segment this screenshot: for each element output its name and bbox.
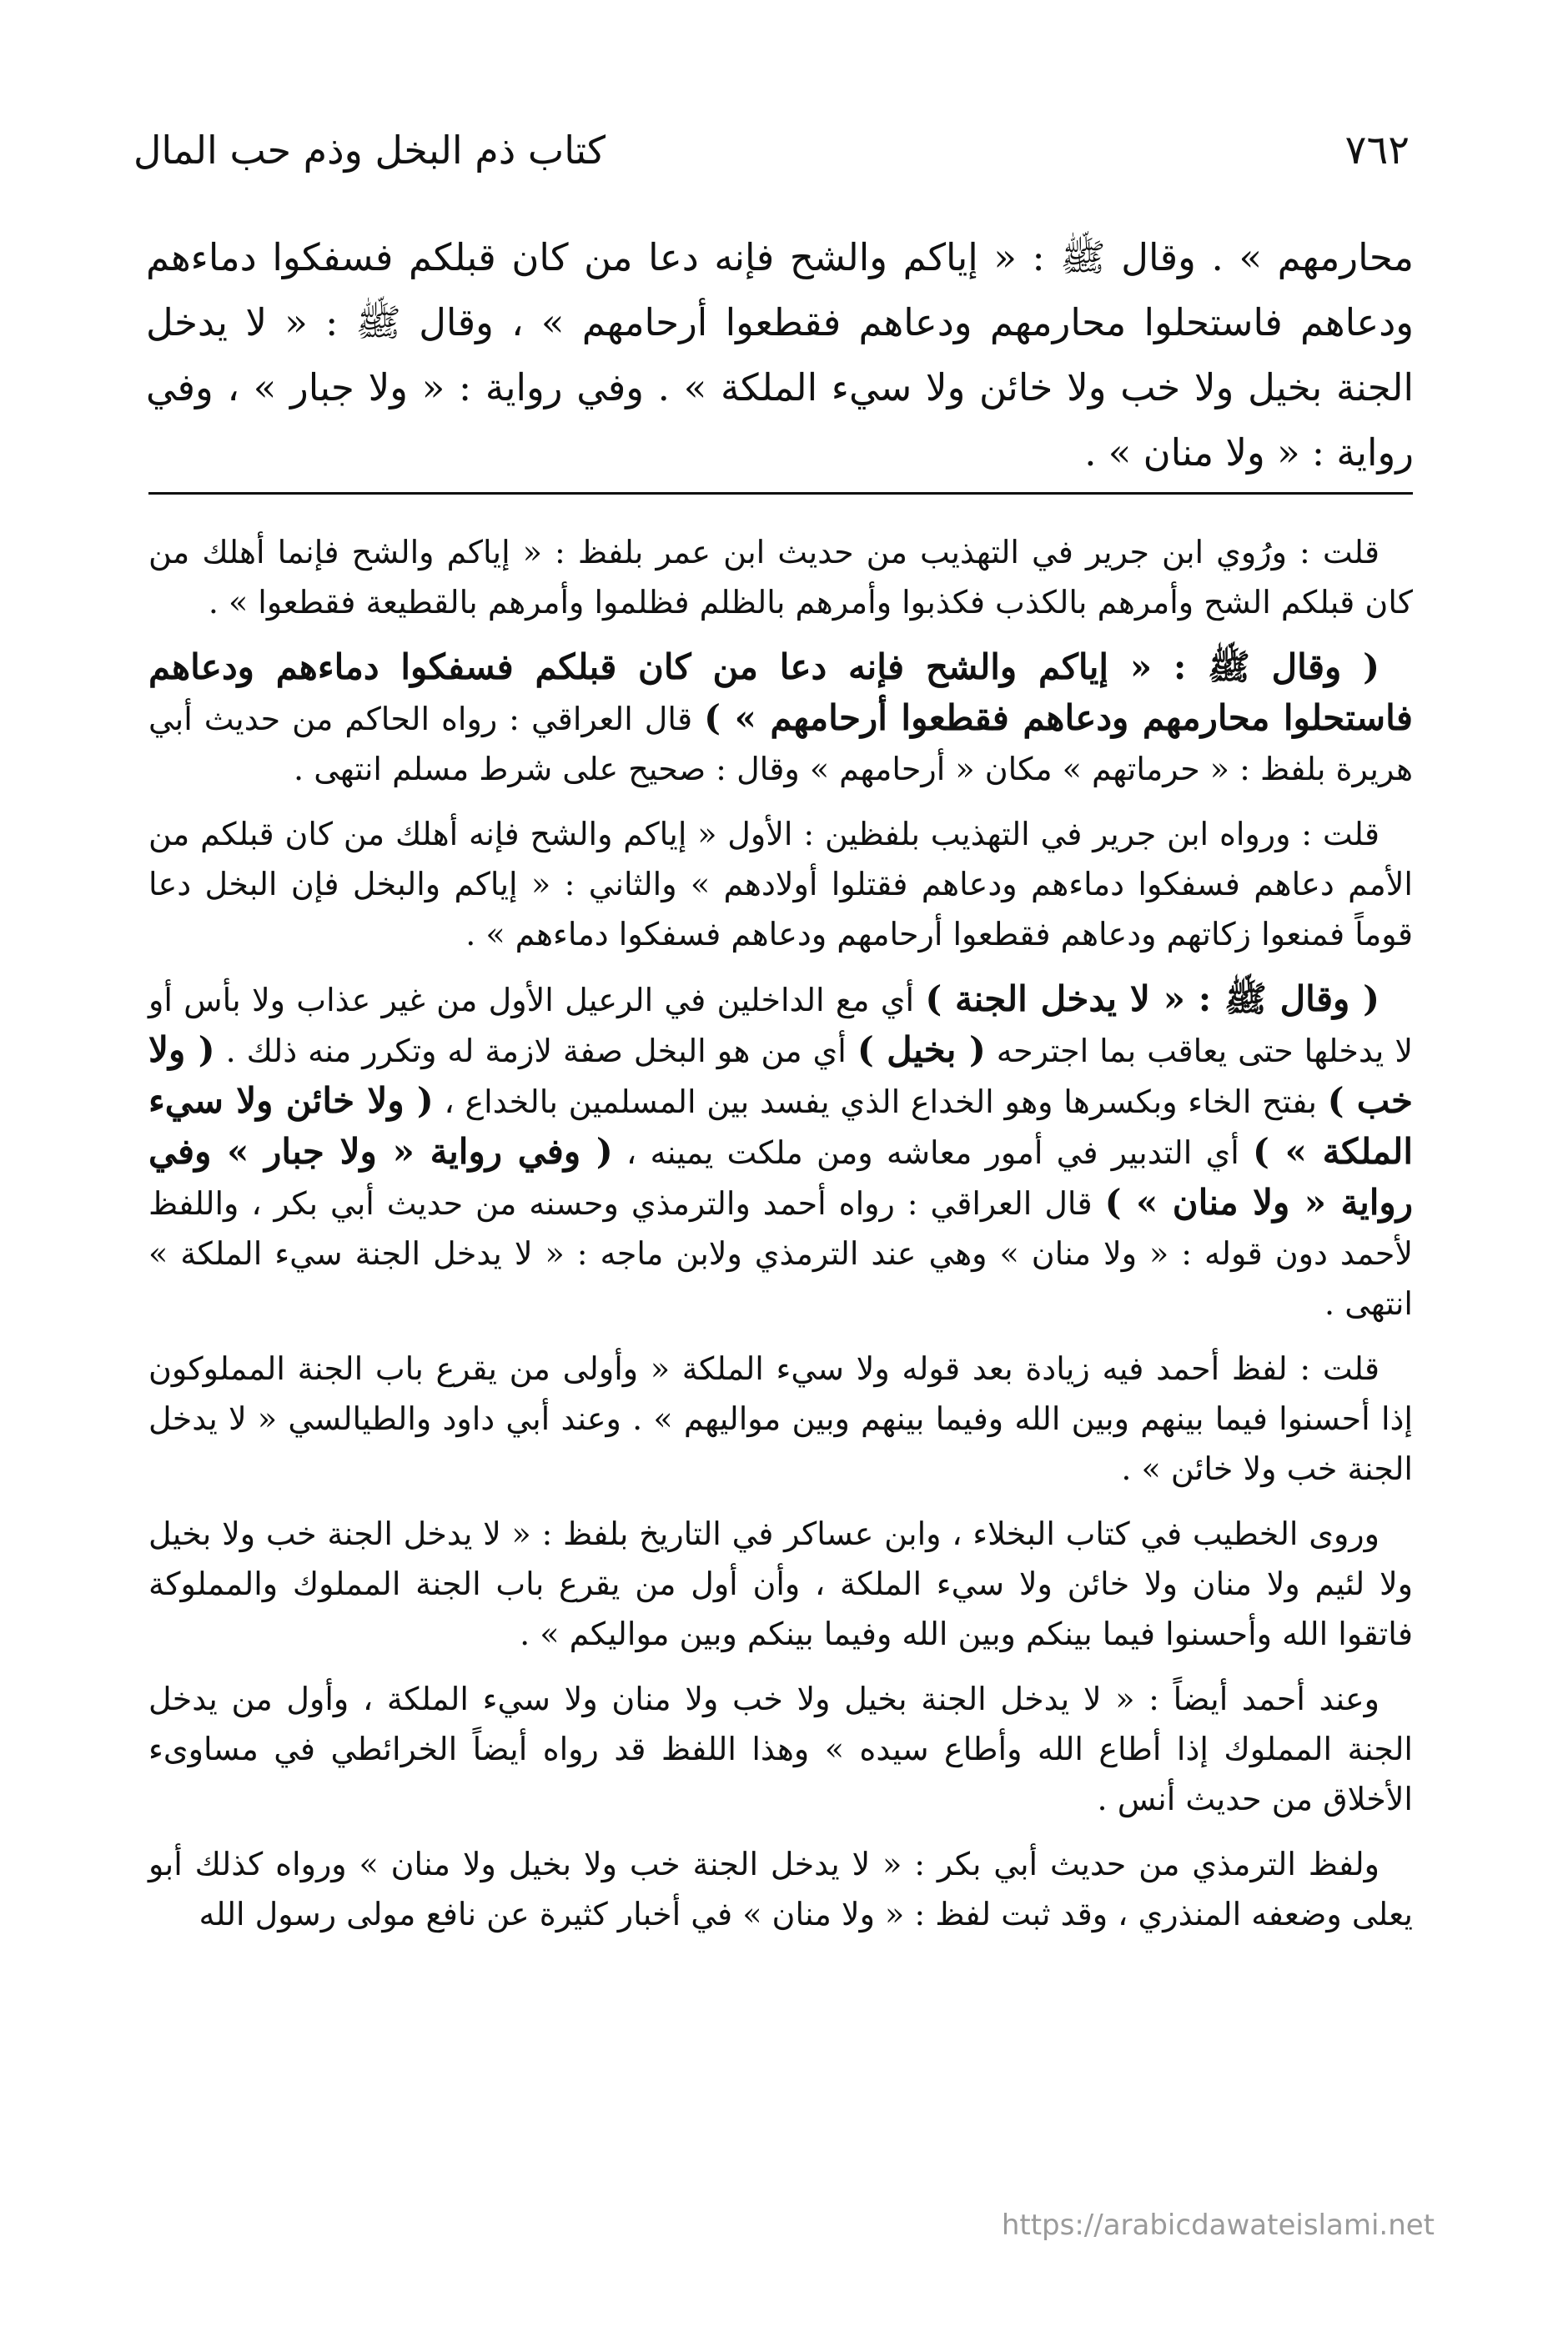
commentary-paragraph-5: قلت : لفظ أحمد فيه زيادة بعد قوله ولا سيء الملكة « وأولى من يقرع باب الجنة المملوكون إذا أحسنوا فيما بينهم وبين الله وفيما بينهم وبين مواليهم » . وعند أبي داود والطيالسي « لا يدخل الجنة خب ولا خائن » . bbox=[148, 1350, 1413, 1487]
commentary-paragraph-4 bbox=[148, 974, 1413, 1329]
quoted-hadith: ( وقال ﷺ : « إياكم والشح فإنه دعا من كان قبلكم فسفكوا دماءهم ودعاهم فاستحلوا محارمهم ودعاهم فقطعوا أرحامهم » ) bbox=[148, 646, 1413, 738]
page-header bbox=[133, 117, 1410, 183]
commentary-text: قال العراقي : رواه أحمد والترمذي وحسنه من حديث أبي بكر ، واللفظ لأحمد دون قوله : « ولا منان » وهي عند الترمذي ولابن ماجه : « لا يدخل الجنة سيء الملكة » انتهى . bbox=[148, 1185, 1413, 1322]
main-text-paragraph: محارمهم » . وقال ﷺ : « إياكم والشح فإنه دعا من كان قبلكم فسفكوا دماءهم ودعاهم فاستحلوا محارمهم ودعاهم فقطعوا أرحامهم » ، وقال ﷺ : « لا يدخل الجنة بخيل ولا خب ولا خائن ولا سيء الملكة » . وفي رواية : « ولا جبار » ، وفي رواية : « ولا منان » . bbox=[146, 235, 1414, 475]
quoted-phrase: ( ولا خائن ولا سيء الملكة » ) bbox=[148, 1080, 1413, 1172]
commentary-paragraph-2 bbox=[148, 642, 1413, 794]
quoted-phrase: ( ولا خب ) bbox=[148, 1029, 1413, 1121]
commentary-text: أي التدبير في أمور معاشه ومن ملكت يمينه ، bbox=[612, 1134, 1253, 1171]
commentary-paragraph-1: قلت : ورُوي ابن جرير في التهذيب من حديث ابن عمر بلفظ : « إياكم والشح فإنما أهلك من كان قبلكم الشح وأمرهم بالكذب فكذبوا وأمرهم بالظلم فظلموا وأمرهم بالقطيعة فقطعوا » . bbox=[148, 534, 1413, 621]
quoted-phrase: ( وفي رواية « ولا جبار » وفي رواية « ولا منان » ) bbox=[148, 1131, 1413, 1223]
commentary-text: قال العراقي : رواه الحاكم من حديث أبي هريرة بلفظ : « حرماتهم » مكان « أرحامهم » وقال : صحيح على شرط مسلم انتهى . bbox=[148, 701, 1413, 787]
main-text bbox=[146, 225, 1414, 485]
commentary-text: بفتح الخاء وبكسرها وهو الخداع الذي يفسد بين المسلمين بالخداع ، bbox=[433, 1083, 1328, 1120]
commentary-text: أي مع الداخلين في الرعيل الأول من غير عذاب ولا بأس أو لا يدخلها حتى يعاقب بما اجترحه bbox=[148, 982, 1413, 1069]
page-number: ٧٦٢ bbox=[1344, 127, 1410, 173]
quoted-phrase: ( بخيل ) bbox=[857, 1029, 986, 1070]
quoted-phrase: ( وقال ﷺ : « لا يدخل الجنة ) bbox=[925, 978, 1380, 1019]
commentary-paragraph-3: قلت : ورواه ابن جرير في التهذيب بلفظين : الأول « إياكم والشح فإنه أهلك من كان قبلكم من الأمم دعاهم فسفكوا دماءهم ودعاهم فقتلوا أولادهم » والثاني : « إياكم والبخل فإن البخل دعا قوماً فمنعوا زكاتهم ودعاهم فقطعوا أرحامهم ودعاهم فسفكوا دماءهم » . bbox=[148, 816, 1413, 952]
commentary bbox=[148, 527, 1413, 1939]
running-title: كتاب ذم البخل وذم حب المال bbox=[133, 128, 606, 173]
watermark-url: https://arabicdawateislami.net bbox=[1001, 2209, 1435, 2242]
commentary-paragraph-8: ولفظ الترمذي من حديث أبي بكر : « لا يدخل الجنة خب ولا بخيل ولا منان » ورواه كذلك أبو يعلى وضعفه المنذري ، وقد ثبت لفظ : « ولا منان » في أخبار كثيرة عن نافع مولى رسول الله bbox=[148, 1846, 1413, 1932]
commentary-paragraph-7: وعند أحمد أيضاً : « لا يدخل الجنة بخيل ولا خب ولا منان ولا سيء الملكة ، وأول من يدخل الجنة المملوك إذا أطاع الله وأطاع سيده » وهذا اللفظ قد رواه أيضاً الخرائطي في مساوىء الأخلاق من حديث أنس . bbox=[148, 1681, 1413, 1817]
commentary-text: أي من هو البخل صفة لازمة له وتكرر منه ذلك . bbox=[214, 1033, 857, 1069]
commentary-paragraph-6: وروى الخطيب في كتاب البخلاء ، وابن عساكر في التاريخ بلفظ : « لا يدخل الجنة خب ولا بخيل ولا لئيم ولا منان ولا خائن ولا سيء الملكة ، وأن أول من يقرع باب الجنة المملوك والمملوكة فاتقوا الله وأحسنوا فيما بينكم وبين الله وفيما بينكم وبين مواليكم » . bbox=[148, 1515, 1413, 1652]
footnote-separator bbox=[148, 492, 1413, 495]
